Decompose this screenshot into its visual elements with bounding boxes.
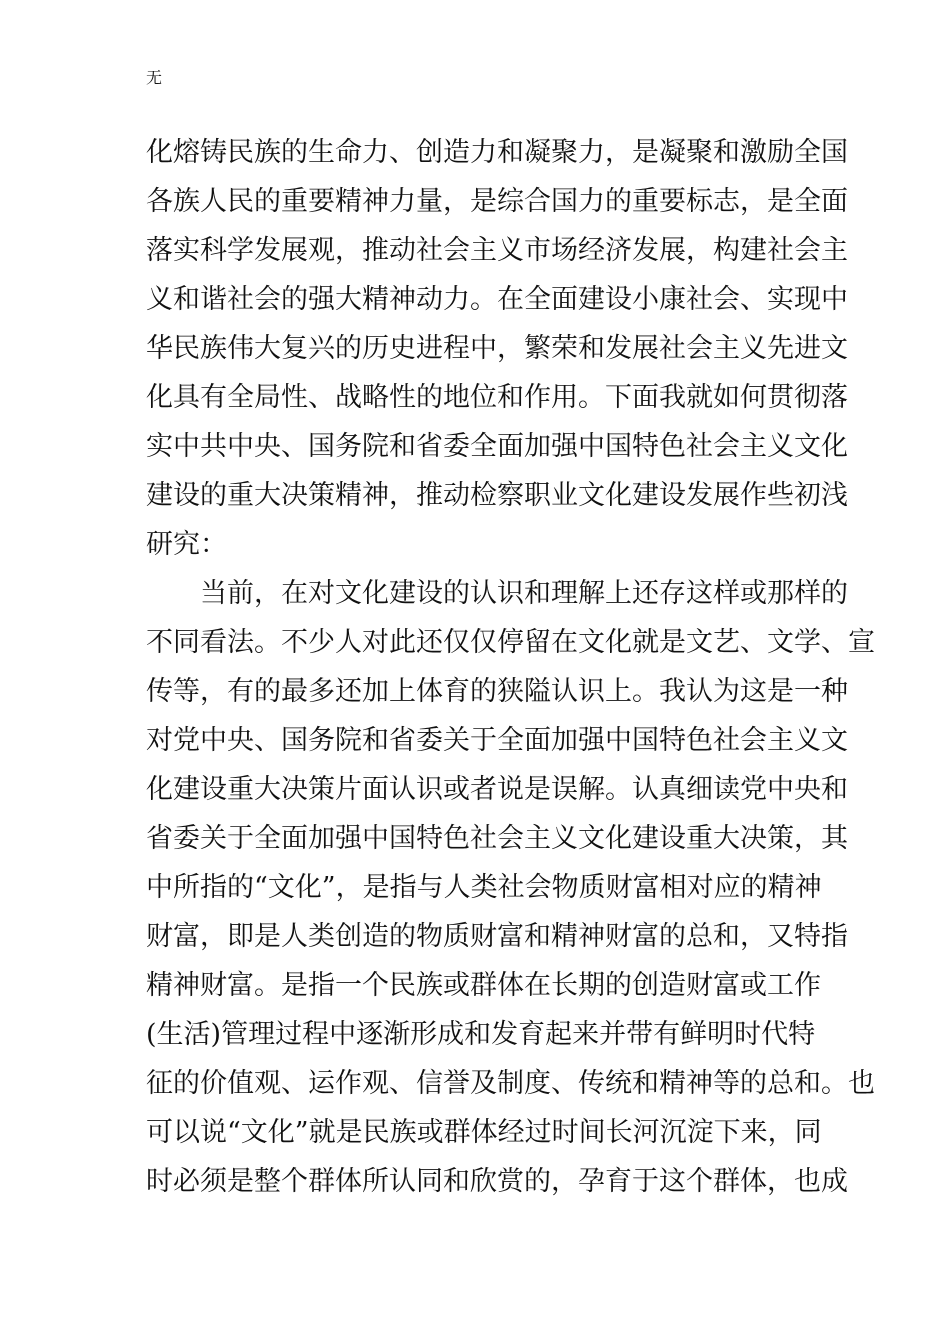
text-line: 化熔铸民族的生命力、创造力和凝聚力，是凝聚和激励全国 — [146, 137, 848, 168]
text-line: 实中共中央、国务院和省委全面加强中国特色社会主义文化 — [146, 431, 848, 462]
text-line: (生活)管理过程中逐渐形成和发育起来并带有鲜明时代特 — [146, 1019, 816, 1050]
page-header-mark: 无 — [146, 68, 163, 87]
text-line: 省委关于全面加强中国特色社会主义文化建设重大决策，其 — [146, 823, 848, 854]
text-line: 中所指的“文化”，是指与人类社会物质财富相对应的精神 — [146, 872, 822, 903]
text-line: 化建设重大决策片面认识或者说是误解。认真细读党中央和 — [146, 774, 848, 805]
text-line: 对党中央、国务院和省委关于全面加强中国特色社会主义文 — [146, 725, 848, 756]
document-body — [146, 128, 875, 1206]
text-line: 落实科学发展观，推动社会主义市场经济发展，构建社会主 — [146, 235, 848, 266]
text-line: 可以说“文化”就是民族或群体经过时间长河沉淀下来，同 — [146, 1117, 822, 1148]
text-line: 义和谐社会的强大精神动力。在全面建设小康社会、实现中 — [146, 284, 848, 315]
text-line: 征的价值观、运作观、信誉及制度、传统和精神等的总和。也 — [146, 1068, 875, 1099]
text-line: 精神财富。是指一个民族或群体在长期的创造财富或工作 — [146, 970, 821, 1001]
text-line: 财富，即是人类创造的物质财富和精神财富的总和，又特指 — [146, 921, 848, 952]
text-line: 不同看法。不少人对此还仅仅停留在文化就是文艺、文学、宣 — [146, 627, 875, 658]
text-line-indented: 当前，在对文化建设的认识和理解上还存这样或那样的 — [200, 578, 848, 609]
text-line: 化具有全局性、战略性的地位和作用。下面我就如何贯彻落 — [146, 382, 848, 413]
text-line: 传等，有的最多还加上体育的狭隘认识上。我认为这是一种 — [146, 676, 848, 707]
text-line: 建设的重大决策精神，推动检察职业文化建设发展作些初浅 — [146, 480, 848, 511]
text-line: 研究： — [146, 529, 227, 560]
text-line: 华民族伟大复兴的历史进程中，繁荣和发展社会主义先进文 — [146, 333, 848, 364]
text-line: 时必须是整个群体所认同和欣赏的，孕育于这个群体，也成 — [146, 1166, 848, 1197]
text-line: 各族人民的重要精神力量，是综合国力的重要标志，是全面 — [146, 186, 848, 217]
